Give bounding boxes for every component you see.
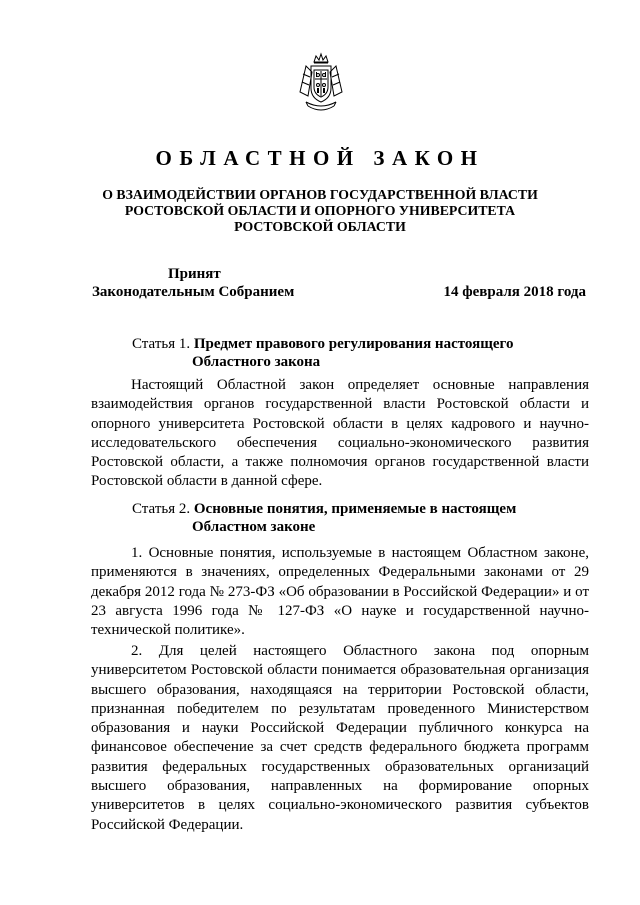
coat-of-arms-icon bbox=[296, 52, 346, 114]
adopted-label: Принят bbox=[168, 266, 221, 282]
article-2-paragraph-2: 2. Для целей настоящего Областного закона под опорным университетом Ростовской области понимается образовательная организация высшего образования, находящаяся на территории Ростовской области, признанная победителем по результатам проведенного Министерством образования и науки Российской Федерации публичного конкурса на финансовое обеспечение за счет средств федерального бюджета программ развития федеральных государственных образовательных организаций высшего образования, направленных на формирование опорных университетов в целях социально-экономического развития субъектов Российской Федерации. bbox=[91, 643, 589, 833]
article-2-title-line1: Основные понятия, применяемые в настоящем bbox=[193, 501, 517, 517]
law-subtitle: О ВЗАИМОДЕЙСТВИИ ОРГАНОВ ГОСУДАРСТВЕННОЙ ВЛАСТИ РОСТОВСКОЙ ОБЛАСТИ И ОПОРНОГО УНИВЕРСИТЕТА РОСТОВСКОЙ ОБЛАСТИ bbox=[102, 187, 538, 234]
article-2-label: Статья 2. bbox=[132, 501, 194, 517]
article-2-paragraph-1: 1. Основные понятия, используемые в настоящем Областном законе, применяются в значениях, определенных Федеральными законами от 29 декабря 2012 года № 273-ФЗ «Об образовании в Российской Федерации» и от 23 августа 1996 года № 127-ФЗ «О науке и государственной научно-технической политике». bbox=[91, 545, 589, 639]
article-1-paragraph: Настоящий Областной закон определяет основные направления взаимодействия органов государственной власти Ростовской области и опорного университета Ростовской области в целях кадрового и научно-исследовательского обеспечения социально-экономического развития Ростовской области, а также полномочия органов государственной власти Ростовской области в данной сфере. bbox=[91, 377, 589, 490]
article-2-heading bbox=[132, 500, 516, 536]
adoption-date: 14 февраля 2018 года bbox=[443, 284, 586, 300]
article-2-title-line2: Областном законе bbox=[192, 519, 316, 535]
article-1-label: Статья 1. bbox=[132, 336, 194, 352]
article-1-title-line1: Предмет правового регулирования настоящего bbox=[193, 336, 514, 352]
article-1-heading bbox=[132, 335, 514, 371]
law-title: ОБЛАСТНОЙ ЗАКОН bbox=[155, 146, 485, 170]
adopted-by: Законодательным Собранием bbox=[92, 284, 295, 300]
article-1-title-line2: Областного закона bbox=[192, 354, 321, 370]
